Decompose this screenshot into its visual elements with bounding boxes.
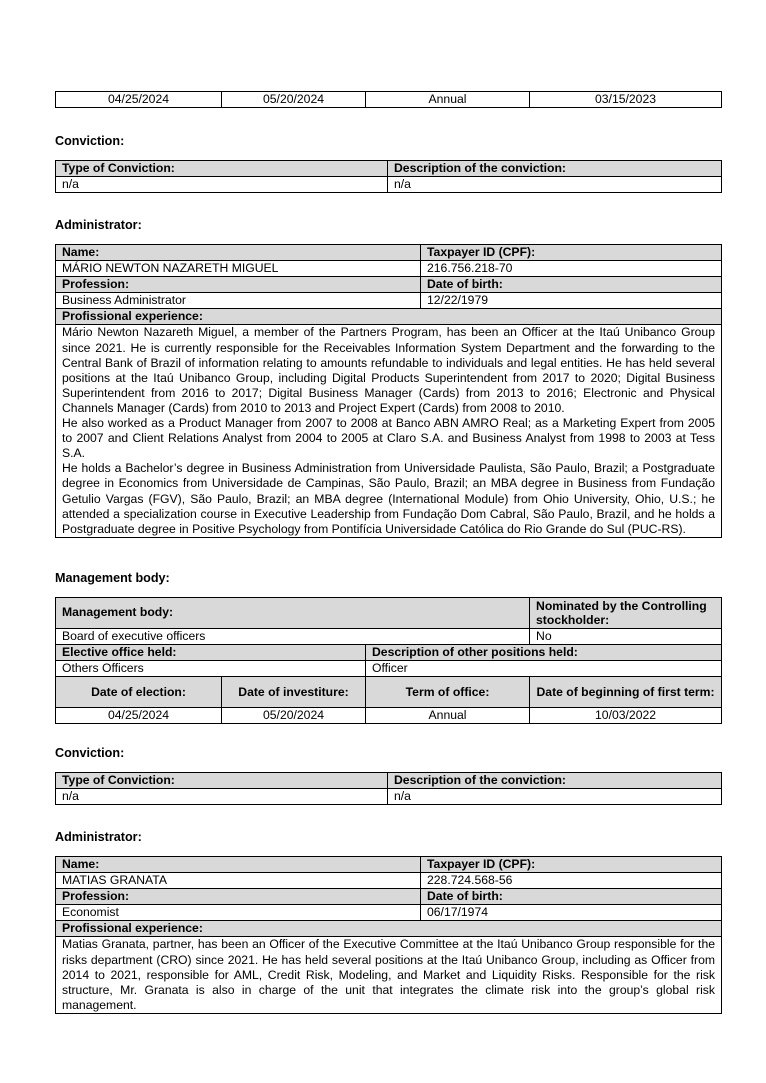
conviction-description-label: Description of the conviction: <box>388 773 722 789</box>
section-title-conviction: Conviction: <box>55 746 125 760</box>
first-term-date-label: Date of beginning of first term: <box>530 677 722 708</box>
section-title-management-body: Management body: <box>55 571 170 585</box>
profession-label: Profession: <box>56 277 421 293</box>
table-row <box>56 677 722 708</box>
table-row <box>56 293 722 309</box>
date-of-birth-value: 06/17/1974 <box>421 905 722 921</box>
experience-label: Profissional experience: <box>56 309 722 325</box>
nominated-value: No <box>530 629 722 645</box>
type-of-conviction-label: Type of Conviction: <box>56 161 388 177</box>
management-body-table <box>55 597 722 724</box>
table-row <box>56 937 722 1013</box>
table-row <box>56 309 722 325</box>
name-value: MATIAS GRANATA <box>56 873 421 889</box>
table-row <box>56 325 722 537</box>
cpf-value: 216.756.218-70 <box>421 261 722 277</box>
type-of-conviction-value: n/a <box>56 789 388 805</box>
profession-label: Profession: <box>56 889 421 905</box>
administrator-table <box>55 244 722 538</box>
date-of-election-value: 04/25/2024 <box>56 92 222 108</box>
date-of-election-value: 04/25/2024 <box>56 708 222 724</box>
date-of-birth-value: 12/22/1979 <box>421 293 722 309</box>
experience-text <box>56 937 722 1013</box>
name-label: Name: <box>56 245 421 261</box>
elective-office-value: Others Officers <box>56 661 366 677</box>
administrator-table <box>55 856 722 1014</box>
profession-value: Economist <box>56 905 421 921</box>
date-of-birth-label: Date of birth: <box>421 277 722 293</box>
date-of-election-label: Date of election: <box>56 677 222 708</box>
table-row <box>56 708 722 724</box>
experience-label: Profissional experience: <box>56 921 722 937</box>
other-positions-value: Officer <box>366 661 722 677</box>
elective-office-label: Elective office held: <box>56 645 366 661</box>
conviction-description-value: n/a <box>388 789 722 805</box>
table-row <box>56 873 722 889</box>
term-of-office-value: Annual <box>366 708 530 724</box>
date-of-birth-label: Date of birth: <box>421 889 722 905</box>
section-title-conviction: Conviction: <box>55 134 125 148</box>
table-row <box>56 92 722 108</box>
table-row <box>56 245 722 261</box>
table-row <box>56 277 722 293</box>
type-of-conviction-value: n/a <box>56 177 388 193</box>
cpf-label: Taxpayer ID (CPF): <box>421 857 722 873</box>
table-row <box>56 857 722 873</box>
table-row <box>56 645 722 661</box>
table-row <box>56 598 722 629</box>
table-row <box>56 161 722 177</box>
table-row <box>56 789 722 805</box>
experience-paragraph: He also worked as a Product Manager from 2007 to 2008 at Banco ABN AMRO Real; as a Marketing Expert from 2005 to 2007 and Client Relations Analyst from 2004 to 2005 at Claro S.A. and Business Analyst from 1998 to 2003 at Tess S.A. <box>62 416 715 461</box>
management-body-value: Board of executive officers <box>56 629 530 645</box>
first-term-date-value: 10/03/2022 <box>530 708 722 724</box>
profession-value: Business Administrator <box>56 293 421 309</box>
experience-paragraph: Matias Granata, partner, has been an Officer of the Executive Committee at the Itaú Unibanco Group responsible for the risks department (CRO) since 2021. He has held several positions at the Itaú Unibanco Group, including as Officer from 2014 to 2021, responsible for AML, Credit Risk, Modeling, and Market and Liquidity Risks. Responsible for the risk structure, Mr. Granata is also in charge of the unit that integrates the climate risk into the group’s global risk management. <box>62 937 715 1012</box>
section-title-administrator: Administrator: <box>55 218 142 232</box>
table-row <box>56 629 722 645</box>
table-row <box>56 921 722 937</box>
type-of-conviction-label: Type of Conviction: <box>56 773 388 789</box>
date-of-investiture-value: 05/20/2024 <box>222 92 366 108</box>
date-of-investiture-value: 05/20/2024 <box>222 708 366 724</box>
conviction-table <box>55 160 722 193</box>
experience-paragraph: Mário Newton Nazareth Miguel, a member of the Partners Program, has been an Officer at the Itaú Unibanco Group since 2021. He is currently responsible for the Receivables Information System Department and the forwarding to the Central Bank of Brazil of information relating to amounts refundable to individuals and legal entities. He has held several positions at the Itaú Unibanco Group, including Digital Products Superintendent from 2017 to 2020; Digital Business Superintendent from 2016 to 2017; Digital Business Manager (Cards) from 2013 to 2016; Electronic and Physical Channels Manager (Cards) from 2010 to 2013 and Project Expert (Cards) from 2008 to 2010. <box>62 325 715 415</box>
first-term-date-value: 03/15/2023 <box>530 92 722 108</box>
date-of-investiture-label: Date of investiture: <box>222 677 366 708</box>
name-label: Name: <box>56 857 421 873</box>
table-row <box>56 261 722 277</box>
conviction-description-value: n/a <box>388 177 722 193</box>
experience-paragraph: He holds a Bachelor’s degree in Business Administration from Universidade Paulista, São Paulo, Brazil; a Postgraduate degree in Economics from Universidade de Campinas, São Paulo, Brazil; an MBA degree in Business from Fundação Getulio Vargas (FGV), São Paulo, Brazil; an MBA degree (International Module) from Ohio University, Ohio, U.S.; he attended a specialization course in Executive Leadership from Fundação Dom Cabral, São Paulo, Brazil, and he holds a Postgraduate degree in Positive Psychology from Pontifícia Universidade Católica do Rio Grande do Sul (PUC-RS). <box>62 461 715 536</box>
table-row <box>56 177 722 193</box>
table-row <box>56 661 722 677</box>
cpf-value: 228.724.568-56 <box>421 873 722 889</box>
conviction-table <box>55 772 722 805</box>
table-row <box>56 773 722 789</box>
other-positions-label: Description of other positions held: <box>366 645 722 661</box>
cpf-label: Taxpayer ID (CPF): <box>421 245 722 261</box>
conviction-description-label: Description of the conviction: <box>388 161 722 177</box>
experience-text <box>56 325 722 537</box>
table-row <box>56 889 722 905</box>
section-title-administrator: Administrator: <box>55 830 142 844</box>
term-of-office-value: Annual <box>366 92 530 108</box>
nominated-label: Nominated by the Controlling stockholder: <box>530 598 722 629</box>
name-value: MÁRIO NEWTON NAZARETH MIGUEL <box>56 261 421 277</box>
management-body-label: Management body: <box>56 598 530 629</box>
term-table-top <box>55 91 722 108</box>
table-row <box>56 905 722 921</box>
term-of-office-label: Term of office: <box>366 677 530 708</box>
